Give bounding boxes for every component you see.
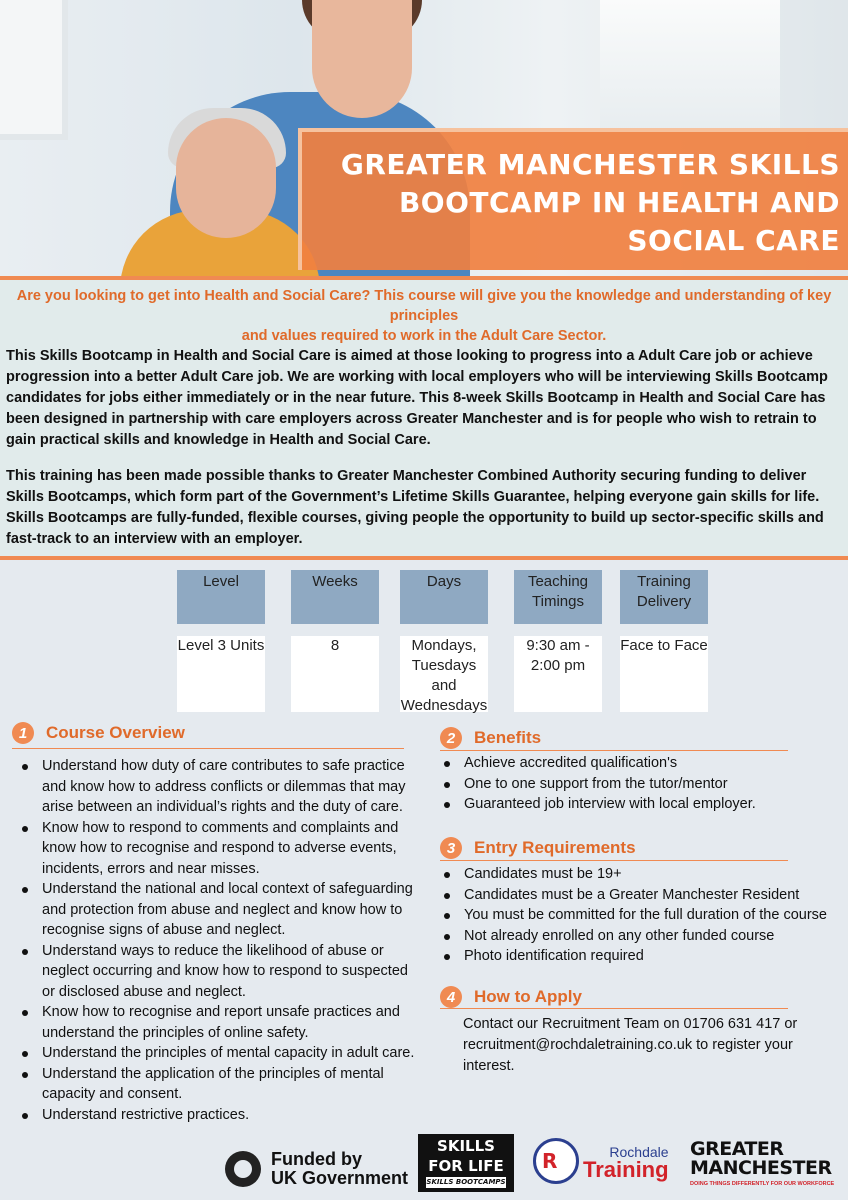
list-item: Achieve accredited qualification's <box>442 753 842 774</box>
section-divider <box>440 860 788 861</box>
section-divider <box>440 750 788 751</box>
wall-frame <box>0 0 68 140</box>
title-line: BOOTCAMP IN HEALTH AND <box>398 186 840 219</box>
rochdale-training-logo <box>533 1138 669 1184</box>
rt-line: Rochdale <box>609 1144 669 1160</box>
entry-requirements-list <box>442 864 847 967</box>
section-number-1: 1 <box>12 722 34 744</box>
section-number-2: 2 <box>440 727 462 749</box>
rt-mark-letter: R <box>542 1149 558 1173</box>
list-item: Understand the application of the principles of mental capacity and consent. <box>20 1064 420 1105</box>
benefits-heading <box>440 727 541 749</box>
greater-manchester-logo <box>690 1140 840 1187</box>
royal-crest-icon <box>225 1151 261 1187</box>
list-item: Understand how duty of care contributes to safe practice and know how to address conflicts or dilemmas that may arise between an individual’s rights and the duty of care. <box>20 756 420 818</box>
funded-by-text <box>271 1150 408 1188</box>
sfl-subline: SKILLS BOOTCAMPS <box>426 1178 506 1186</box>
title-line: GREATER MANCHESTER SKILLS <box>340 148 840 181</box>
list-item: Understand restrictive practices. <box>20 1105 420 1126</box>
gm-line: GREATER <box>690 1138 784 1160</box>
rochdale-training-wordmark <box>583 1143 669 1182</box>
list-item: Understand the principles of mental capacity in adult care. <box>20 1043 420 1064</box>
funded-line: Funded by <box>271 1149 362 1169</box>
list-item: Guaranteed job interview with local employer. <box>442 794 842 815</box>
sfl-line: FOR LIFE <box>428 1157 504 1175</box>
detail-header-timings: Teaching Timings <box>514 570 602 624</box>
intro-lead <box>0 286 848 346</box>
uk-government-logo <box>225 1150 408 1188</box>
section-number-4: 4 <box>440 986 462 1008</box>
skills-for-life-logo <box>418 1134 514 1192</box>
list-item: Not already enrolled on any other funded course <box>442 926 847 947</box>
detail-value-weeks: 8 <box>291 636 379 712</box>
list-item: Photo identification required <box>442 946 847 967</box>
list-item: Understand ways to reduce the likelihood of abuse or neglect occurring and know how to respond to suspected or disclosed abuse and neglect. <box>20 941 420 1003</box>
how-to-apply-heading <box>440 986 582 1008</box>
window-light <box>600 0 780 140</box>
course-overview-list <box>20 756 420 1125</box>
detail-header-weeks: Weeks <box>291 570 379 624</box>
list-item: Understand the national and local context of safeguarding and protection from abuse and neglect and know how to recognise signs of abuse and neglect. <box>20 879 420 941</box>
lead-line: and values required to work in the Adult Care Sector. <box>241 328 607 344</box>
nurse-face <box>312 0 412 118</box>
entry-requirements-heading <box>440 837 636 859</box>
detail-header-days: Days <box>400 570 488 624</box>
title-banner <box>298 128 848 270</box>
benefits-title: Benefits <box>474 728 542 747</box>
rt-line: Training <box>583 1157 669 1182</box>
section-divider <box>440 1008 788 1009</box>
sfl-line: SKILLS <box>437 1137 495 1155</box>
gm-line: MANCHESTER <box>690 1157 832 1179</box>
list-item: Candidates must be a Greater Manchester Resident <box>442 885 847 906</box>
how-to-apply-title: How to Apply <box>474 987 582 1006</box>
course-overview-heading <box>12 722 185 744</box>
list-item: One to one support from the tutor/mentor <box>442 774 842 795</box>
rochdale-training-mark-icon <box>533 1138 579 1184</box>
section-number-3: 3 <box>440 837 462 859</box>
detail-value-timings: 9:30 am - 2:00 pm <box>514 636 602 712</box>
benefits-list <box>442 753 842 815</box>
intro-paragraph-1: This Skills Bootcamp in Health and Social Care is aimed at those looking to progress into a Adult Care job or achieve progression into a better Adult Care job. We are working with local employers who will be interviewing Skills Bootcamp candidates for jobs either immediately or in the near future. This 8-week Skills Bootcamp in Health and Social Care has been designed in partnership with care employers across Greater Manchester and is for people who wish to retrain to gain practical skills and knowledge in Health and Social Care. <box>6 348 828 448</box>
detail-value-days: Mondays, Tuesdays and Wednesdays <box>400 637 488 714</box>
detail-header-level: Level <box>177 570 265 624</box>
entry-requirements-title: Entry Requirements <box>474 838 636 857</box>
detail-value-delivery: Face to Face <box>620 636 708 712</box>
funded-line: UK Government <box>271 1168 409 1188</box>
list-item: Candidates must be 19+ <box>442 864 847 885</box>
title-line: SOCIAL CARE <box>627 224 840 257</box>
course-overview-title: Course Overview <box>46 723 185 742</box>
list-item: You must be committed for the full duration of the course <box>442 905 847 926</box>
lead-line: Are you looking to get into Health and Social Care? This course will give you the knowledge and understanding of key principles <box>16 288 832 324</box>
section-divider <box>12 748 404 749</box>
list-item: Know how to recognise and report unsafe practices and understand the principles of online safety. <box>20 1002 420 1043</box>
intro-paragraph-2: This training has been made possible thanks to Greater Manchester Combined Authority securing funding to deliver Skills Bootcamps, which form part of the Government’s Lifetime Skills Guarantee, helping everyone gain skills for life. Skills Bootcamps are fully-funded, flexible courses, giving people the opportunity to build up sector-specific skills and fast-track to an interview with an employer. <box>6 468 824 547</box>
gm-tagline: DOING THINGS DIFFERENTLY FOR OUR WORKFORCE <box>690 1181 835 1187</box>
detail-header-delivery: Training Delivery <box>620 570 708 624</box>
page-title <box>302 146 840 260</box>
how-to-apply-text: Contact our Recruitment Team on 01706 631 417 or recruitment@rochdaletraining.co.uk to register your interest. <box>463 1016 798 1074</box>
list-item: Know how to respond to comments and complaints and know how to recognise and respond to adverse events, incidents, errors and near misses. <box>20 818 420 880</box>
elder-face <box>176 118 276 238</box>
detail-value-level: Level 3 Units <box>177 636 265 712</box>
